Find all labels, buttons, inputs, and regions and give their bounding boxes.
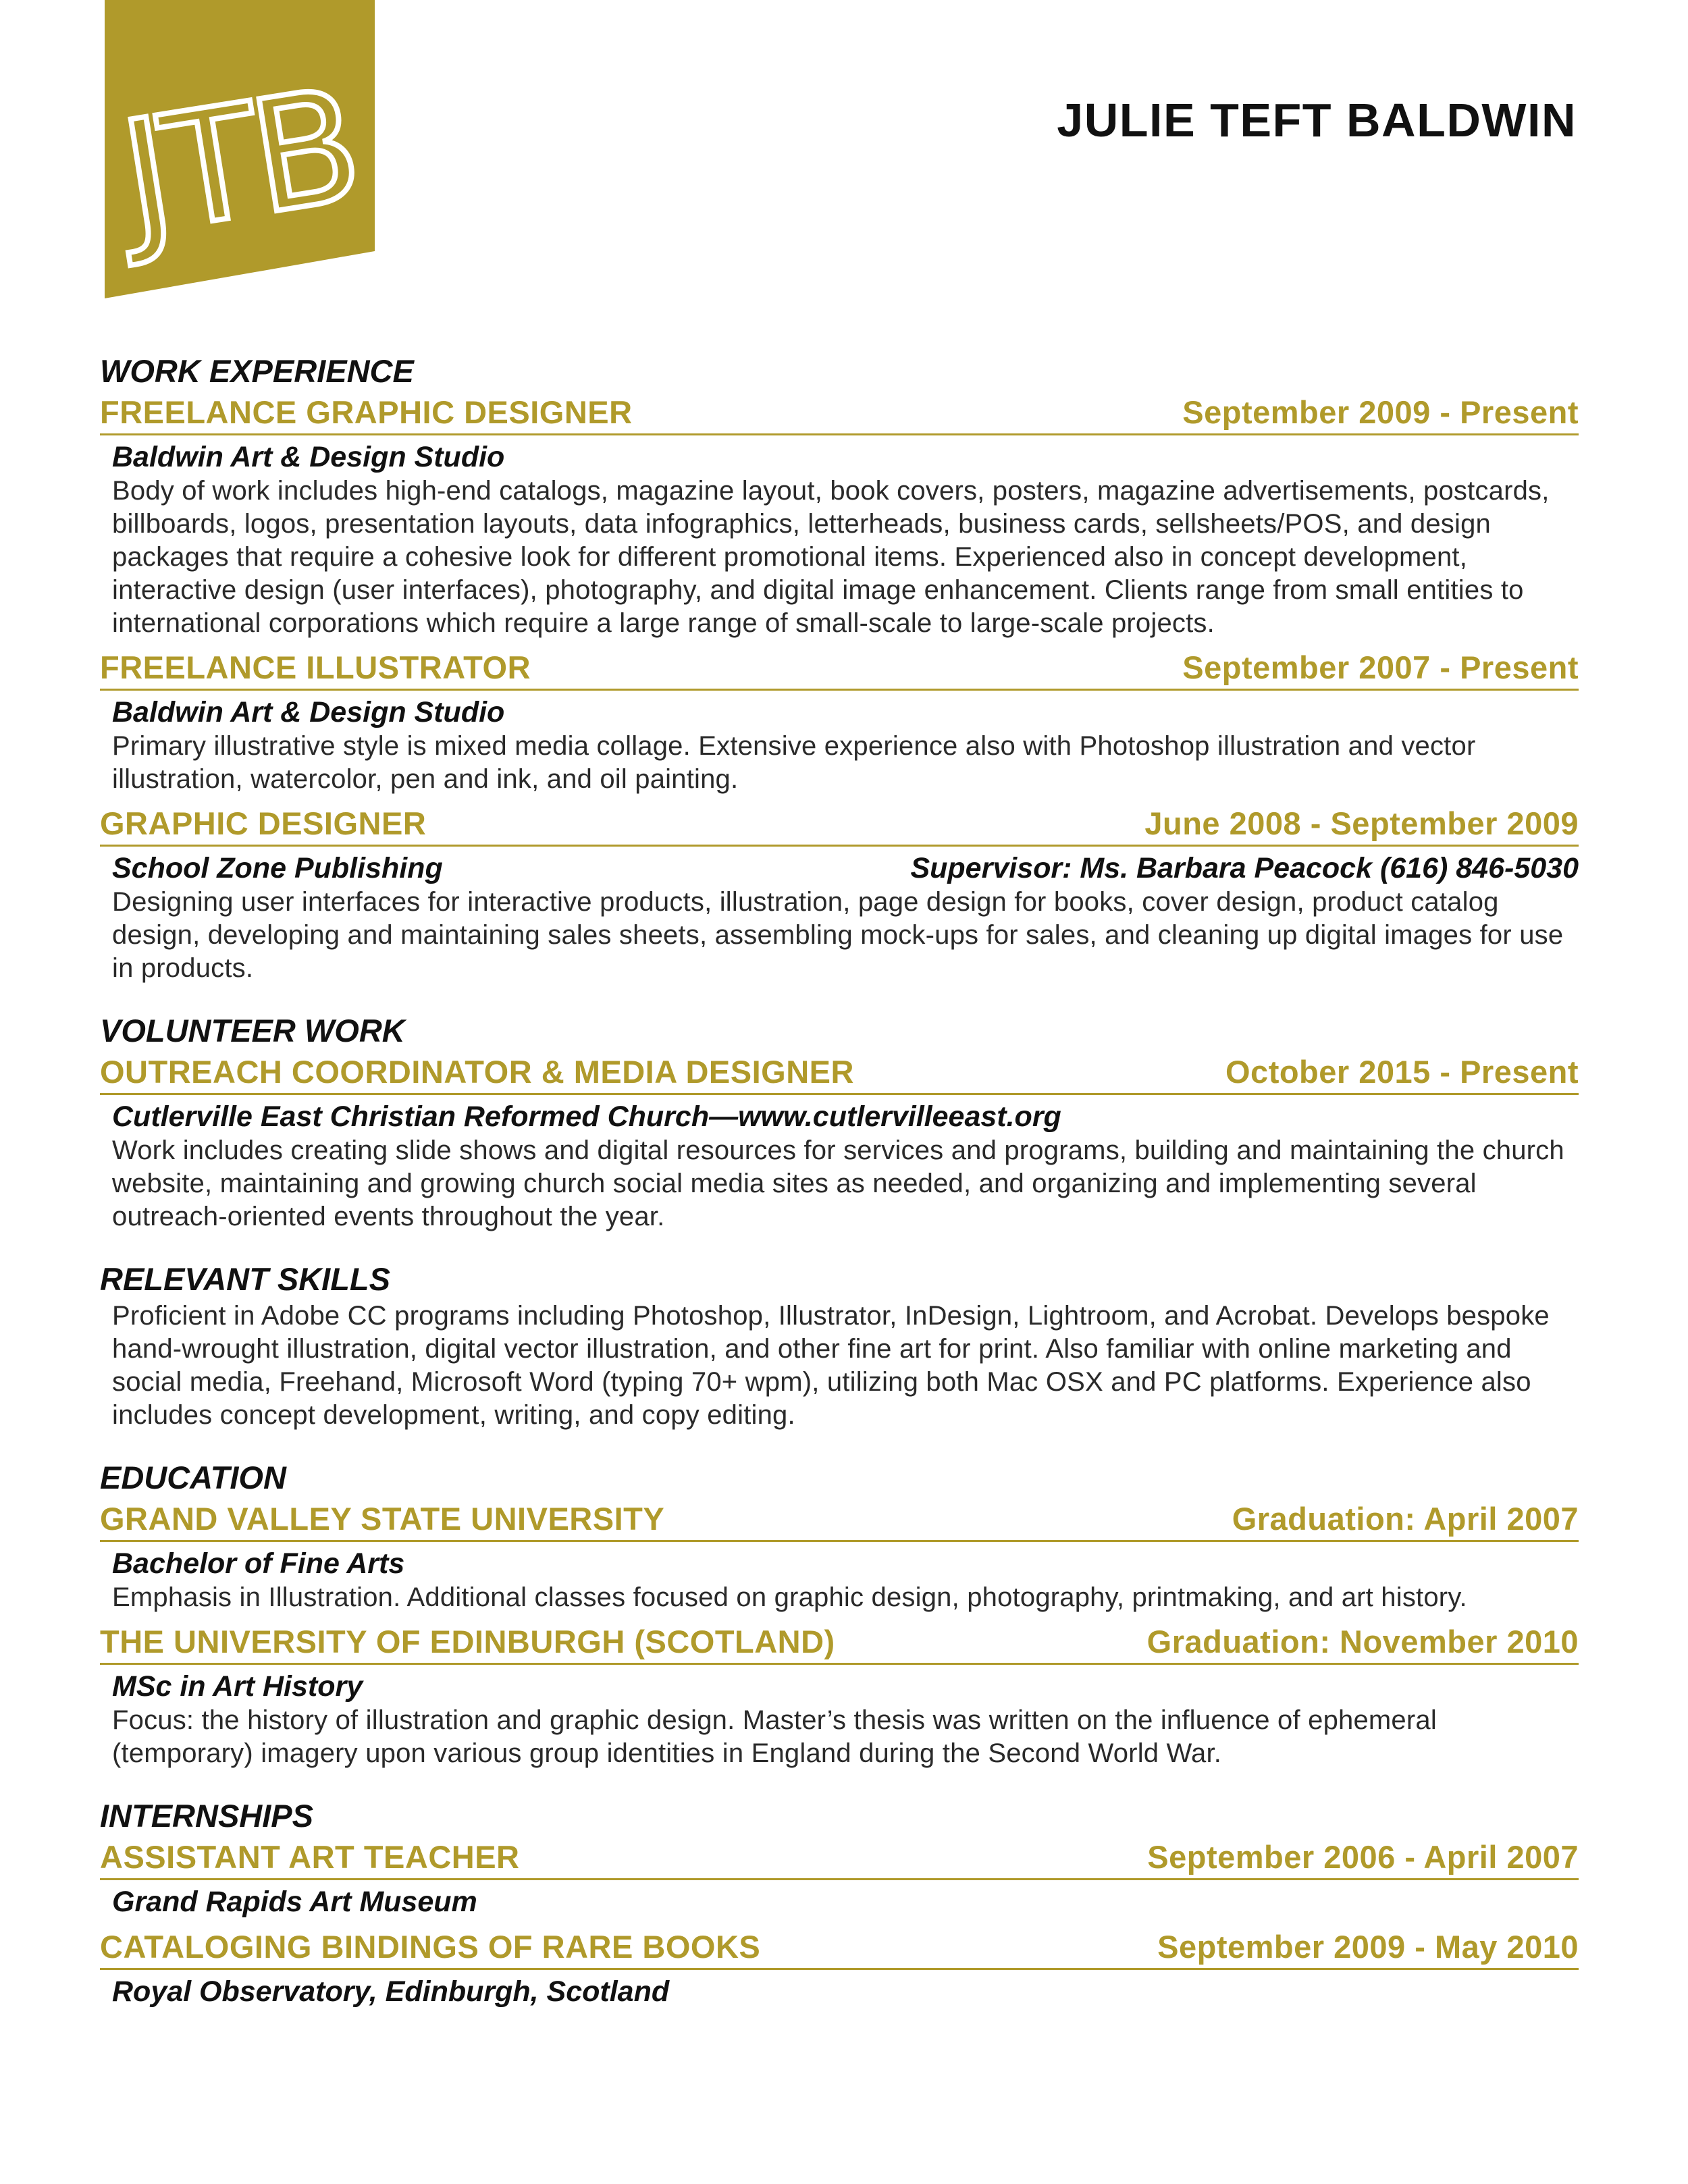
job-header [100,803,1579,847]
section-education-title: EDUCATION [100,1460,286,1495]
internship-role: ASSISTANT ART TEACHER [100,1839,520,1875]
graduation-date: Graduation: April 2007 [1232,1501,1579,1537]
section-work-title: WORK EXPERIENCE [100,353,414,389]
school-header [100,1621,1579,1665]
logo-monogram: JTB [111,55,368,270]
job-org: Cutlerville East Christian Reformed Church—www.cutlervilleeast.org [112,1100,1061,1133]
candidate-name: JULIE TEFT BALDWIN [1057,94,1577,147]
internship-org-row [112,1974,1579,2009]
job-header [100,392,1579,435]
school-header [100,1498,1579,1542]
skills-description: Proficient in Adobe CC programs including Photoshop, Illustrator, InDesign, Lightroom, and Acrobat. Develops bespoke hand-wrought illustration, digital vector illustration, and other fine art for print. Also familiar with online marketing and social media, Freehand, Microsoft Word (typing 70+ wpm), utilizing both Mac OSX and PC platforms. Experience also includes concept development, writing, and copy editing. [112,1301,1550,1430]
job-header [100,1051,1579,1095]
job-org-row [112,440,1579,475]
section-skills-title: RELEVANT SKILLS [100,1261,390,1297]
internship-org: Royal Observatory, Edinburgh, Scotland [112,1975,670,2008]
job-role: FREELANCE GRAPHIC DESIGNER [100,394,633,430]
internship-header [100,1836,1579,1880]
job-description: Designing user interfaces for interactive products, illustration, page design for books, cover design, product catalog design, developing and maintaining sales sheets, assembling mock-ups for sales, and cleaning up digital images for use in products. [112,887,1564,983]
job-description: Body of work includes high-end catalogs, magazine layout, book covers, posters, magazine advertisements, postcards, billboards, logos, presentation layouts, data infographics, letterheads, business cards, sellsheets/POS, and design packages that require a cohesive look for different promotional items. Experienced also in concept development, interactive design (user interfaces), photography, and digital image enhancement. Clients range from small entities to international corporations which require a large range of small-scale to large-scale projects. [112,476,1550,638]
job-role: GRAPHIC DESIGNER [100,805,427,841]
job-org-row [112,1099,1579,1134]
internship-dates: September 2009 - May 2010 [1157,1929,1579,1965]
job-dates: October 2015 - Present [1225,1054,1579,1090]
degree: Bachelor of Fine Arts [112,1547,405,1580]
degree-row [112,1669,1579,1704]
job-description: Work includes creating slide shows and digital resources for services and programs, building and maintaining the church website, maintaining and growing church social media sites as needed, and organizing and implementing several outreach-oriented events throughout the year. [112,1136,1564,1231]
job-dates: June 2008 - September 2009 [1144,805,1579,841]
school-name: GRAND VALLEY STATE UNIVERSITY [100,1501,665,1537]
section-internships-title: INTERNSHIPS [100,1798,313,1834]
job-role: OUTREACH COORDINATOR & MEDIA DESIGNER [100,1054,854,1090]
internship-dates: September 2006 - April 2007 [1147,1839,1579,1875]
job-supervisor: Supervisor: Ms. Barbara Peacock (616) 846-5030 [910,852,1579,884]
job-org-row [112,695,1579,730]
job-dates: September 2009 - Present [1182,394,1579,430]
jtb-logo [105,0,375,298]
school-name: THE UNIVERSITY OF EDINBURGH (SCOTLAND) [100,1624,835,1659]
degree: MSc in Art History [112,1670,363,1703]
internship-role: CATALOGING BINDINGS OF RARE BOOKS [100,1929,761,1965]
graduation-date: Graduation: November 2010 [1146,1624,1579,1659]
internship-header [100,1926,1579,1970]
job-dates: September 2007 - Present [1182,649,1579,685]
job-org: Baldwin Art & Design Studio [112,441,505,473]
section-volunteer-title: VOLUNTEER WORK [100,1013,405,1048]
education-description: Emphasis in Illustration. Additional classes focused on graphic design, photography, printmaking, and art history. [112,1582,1467,1612]
resume-body [100,351,1579,2009]
job-header [100,647,1579,691]
education-description: Focus: the history of illustration and graphic design. Master’s thesis was written on the influence of ephemeral (temporary) imagery upon various group identities in England during the Second World War. [112,1705,1437,1768]
internship-org-row [112,1884,1579,1919]
internship-org: Grand Rapids Art Museum [112,1886,477,1918]
job-role: FREELANCE ILLUSTRATOR [100,649,531,685]
degree-row [112,1546,1579,1581]
job-org: School Zone Publishing [112,852,443,884]
job-org-row [112,851,1579,886]
job-description: Primary illustrative style is mixed media collage. Extensive experience also with Photoshop illustration and vector illustration, watercolor, pen and ink, and oil painting. [112,731,1476,794]
job-org: Baldwin Art & Design Studio [112,696,505,728]
